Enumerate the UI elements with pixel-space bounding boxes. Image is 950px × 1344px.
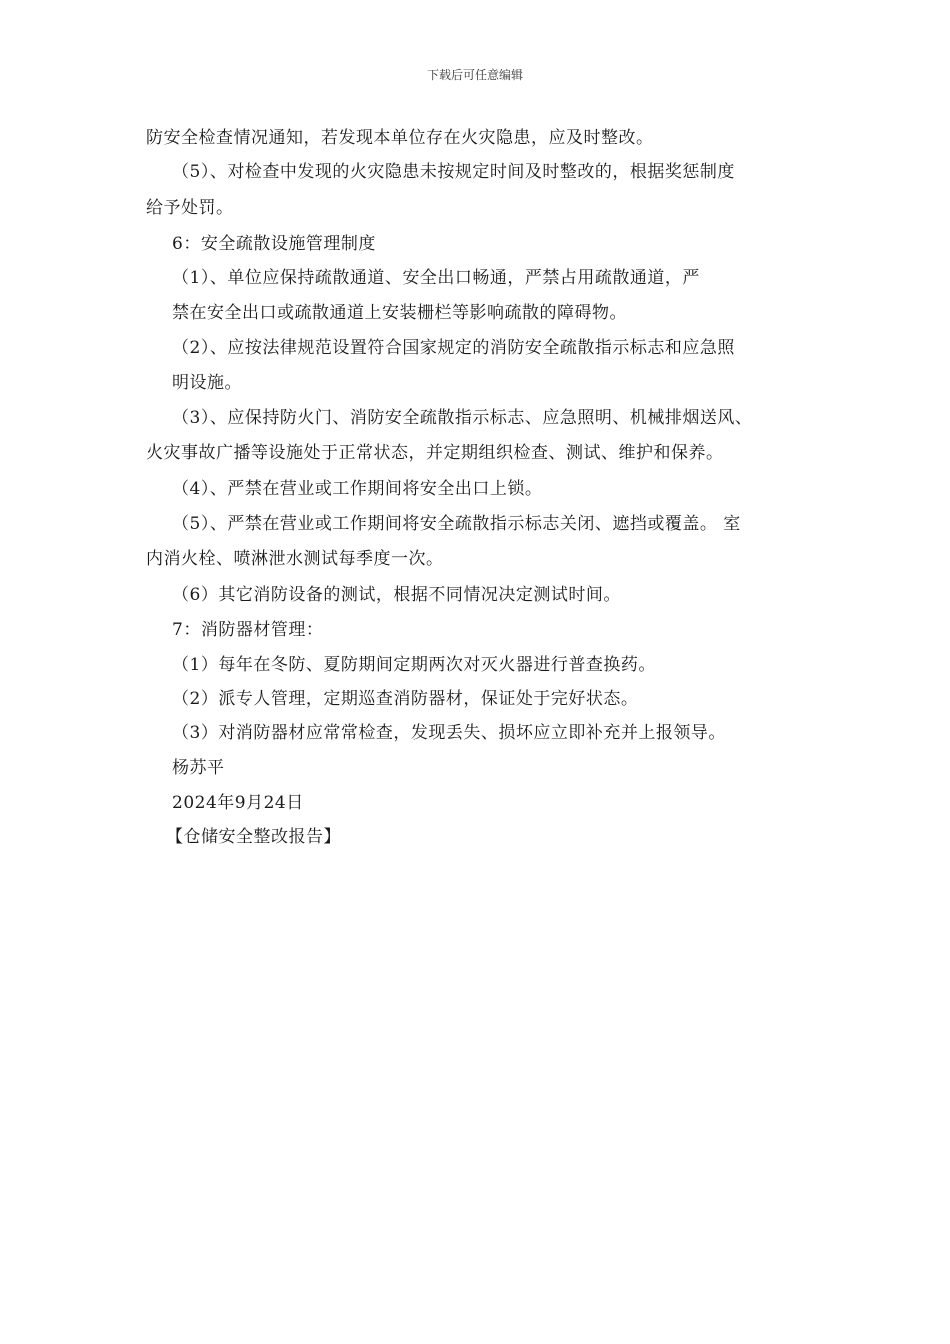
text-line: （3）、应保持防火门、消防安全疏散指示标志、应急照明、机械排烟送风、 <box>172 408 753 428</box>
text-line: （5）、对检查中发现的火灾隐患未按规定时间及时整改的，根据奖惩制度 <box>172 162 735 182</box>
text-line: （6）其它消防设备的测试，根据不同情况决定测试时间。 <box>172 585 621 605</box>
signature-name: 杨苏平 <box>172 758 225 778</box>
text-line: （2）、应按法律规范设置符合国家规定的消防安全疏散指示标志和应急照 <box>172 338 735 358</box>
text-line: （1）每年在冬防、夏防期间定期两次对灭火器进行普查换药。 <box>172 655 656 675</box>
section-heading: 6：安全疏散设施管理制度 <box>172 234 376 254</box>
text-line: 明设施。 <box>172 373 242 393</box>
text-line: （1）、单位应保持疏散通道、安全出口畅通，严禁占用疏散通道，严 <box>172 268 700 288</box>
text-line: 给予处罚。 <box>146 198 234 218</box>
page-header: 下载后可任意编辑 <box>426 68 523 82</box>
text-line: 禁在安全出口或疏散通道上安装栅栏等影响疏散的障碍物。 <box>172 303 627 323</box>
text-line: 火灾事故广播等设施处于正常状态，并定期组织检查、测试、维护和保养。 <box>146 443 724 463</box>
signature-date: 2024年9月24日 <box>172 793 304 813</box>
text-line: 防安全检查情况通知，若发现本单位存在火灾隐患，应及时整改。 <box>146 128 654 148</box>
text-line: （4）、严禁在营业或工作期间将安全出口上锁。 <box>172 479 543 499</box>
text-line: 内消火栓、喷淋泄水测试每季度一次。 <box>146 549 444 569</box>
text-line: （3）对消防器材应常常检查，发现丢失、损坏应立即补充并上报领导。 <box>172 723 726 743</box>
section-heading: 7：消防器材管理： <box>172 620 324 640</box>
text-line: （5）、严禁在营业或工作期间将安全疏散指示标志关闭、遮挡或覆盖。 室 <box>172 514 741 534</box>
document-title: 【仓储安全整改报告】 <box>166 827 341 847</box>
text-line: （2）派专人管理，定期巡查消防器材，保证处于完好状态。 <box>172 689 639 709</box>
